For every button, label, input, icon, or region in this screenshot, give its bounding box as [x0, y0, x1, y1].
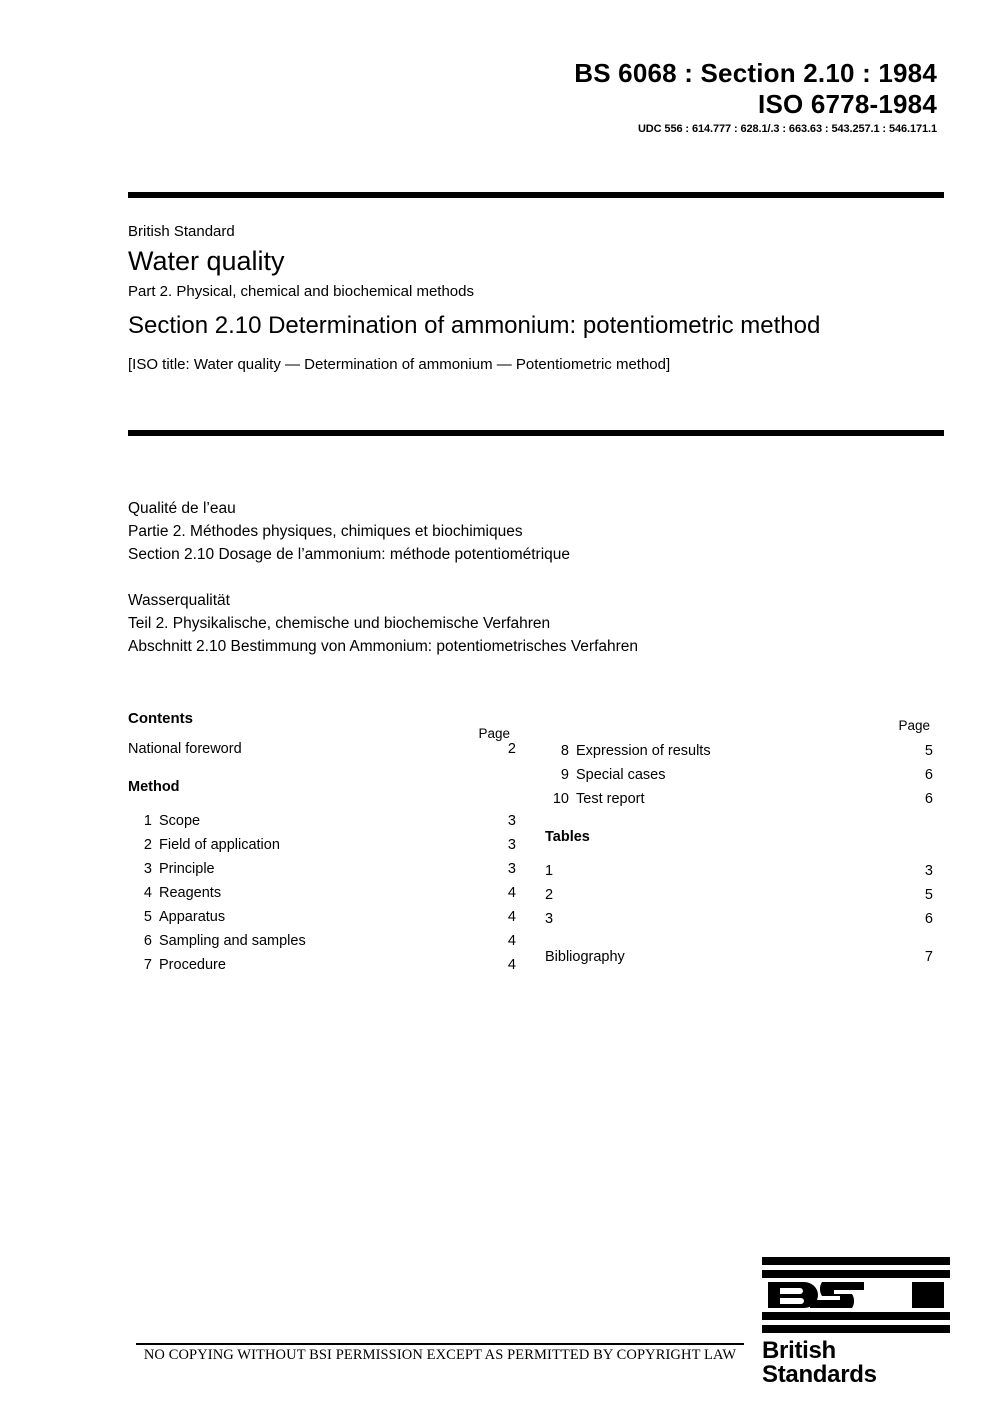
contents-entry-page: 2 [507, 741, 516, 757]
contents-entry [128, 838, 518, 862]
contents-entry-text: Test report [576, 791, 645, 807]
contents-entry [545, 743, 933, 768]
contents-entry-number: 3 [143, 861, 152, 877]
french-title-line2: Partie 2. Méthodes physiques, chimiques et biochimiques [128, 522, 523, 540]
contents-entry-text: Expression of results [576, 743, 711, 759]
contents-entry [545, 830, 930, 856]
contents-entry [128, 934, 518, 958]
contents-entry-text: Sampling and samples [159, 933, 306, 949]
french-title-line1: Qualité de l’eau [128, 500, 236, 517]
contents-entry-text: 2 [545, 887, 554, 903]
contents-entry [128, 742, 518, 766]
contents-entry [128, 910, 518, 934]
contents-page-label-right: Page [898, 718, 930, 733]
british-standard-label: British Standard [128, 223, 235, 240]
contents-entry-text: Apparatus [159, 909, 226, 925]
german-title-line1: Wasserqualität [128, 592, 230, 610]
contents-entry-number: 10 [552, 791, 569, 807]
contents-entry-number: 2 [143, 837, 152, 853]
standard-number: BS 6068 : Section 2.10 : 1984 [574, 58, 937, 88]
contents-page-label-left: Page [478, 726, 510, 741]
bsi-logo-icon [762, 1257, 950, 1333]
german-title-line2: Teil 2. Physikalische, chemische und biochemische Verfahren [128, 615, 551, 633]
part-subtitle: Part 2. Physical, chemical and biochemical methods [128, 282, 474, 300]
contents-entry-text: Procedure [159, 957, 226, 973]
contents-entry-number: 7 [143, 957, 152, 973]
contents-entry [128, 886, 518, 910]
contents-entry [128, 862, 518, 886]
bsi-wordmark: British Standards [762, 1337, 877, 1388]
title-rule-top [128, 192, 944, 198]
contents-entry [545, 911, 933, 936]
contents-entry [128, 958, 518, 982]
page-title: Water quality [128, 245, 285, 276]
contents-entry-page: 6 [924, 911, 933, 927]
contents-entry-text: 1 [545, 863, 554, 879]
contents-left-column [128, 726, 518, 982]
contents-entry-page: 4 [507, 909, 516, 925]
iso-title-note: [ISO title: Water quality — Determination of ammonium — Potentiometric method] [128, 355, 671, 373]
contents-entry-text: Method [128, 779, 180, 795]
german-title-group [128, 590, 638, 658]
contents-entry [545, 863, 933, 888]
contents-entry-number: 1 [143, 813, 152, 829]
contents-entry-text: National foreword [128, 741, 242, 757]
bsi-logo [762, 1257, 950, 1387]
footer-rule [136, 1343, 744, 1345]
contents-entry-number: 6 [143, 933, 152, 949]
contents-entry-number: 9 [560, 767, 569, 783]
contents-entry-number: 8 [560, 743, 569, 759]
copyright-notice: NO COPYING WITHOUT BSI PERMISSION EXCEPT AS PERMITTED BY COPYRIGHT LAW [143, 1347, 737, 1363]
contents-entry-page: 3 [507, 813, 516, 829]
contents-entry-page: 3 [507, 861, 516, 877]
contents-entry-page: 4 [507, 933, 516, 949]
contents-entry-text: Special cases [576, 767, 666, 783]
contents-entry-number: 5 [143, 909, 152, 925]
standard-header [574, 58, 937, 135]
contents-entry-text: Field of application [159, 837, 280, 853]
contents-entry-number: 4 [143, 885, 152, 901]
contents-entry-page: 5 [924, 743, 933, 759]
iso-number: ISO 6778-1984 [758, 88, 937, 119]
contents-entry [545, 767, 933, 792]
contents-entry [545, 791, 933, 816]
contents-entry-page: 4 [507, 885, 516, 901]
contents-entry-text: Principle [159, 861, 215, 877]
contents-entry [545, 949, 933, 974]
section-subtitle: Section 2.10 Determination of ammonium: potentiometric method [128, 312, 821, 340]
contents-entry [128, 780, 518, 806]
udc-code: UDC 556 : 614.777 : 628.1/.3 : 663.63 : 543.257.1 : 546.171.1 [637, 123, 937, 136]
multilingual-titles [128, 498, 638, 659]
contents-entry [545, 887, 933, 912]
contents-entry-page: 3 [924, 863, 933, 879]
contents-entry-page: 4 [507, 957, 516, 973]
contents-entry-page: 5 [924, 887, 933, 903]
contents-entry-page: 6 [924, 767, 933, 783]
french-title-line3: Section 2.10 Dosage de l’ammonium: méthode potentiométrique [128, 545, 571, 563]
contents-entry-page: 3 [507, 837, 516, 853]
contents-entry-text: Bibliography [545, 949, 625, 965]
contents-entry-text: 3 [545, 911, 554, 927]
contents-entry-page: 7 [924, 949, 933, 965]
french-title-group [128, 498, 638, 566]
contents-entry [128, 814, 518, 838]
title-block [128, 222, 932, 374]
contents-entry-text: Reagents [159, 885, 222, 901]
contents-entry-page: 6 [924, 791, 933, 807]
contents-right-column [545, 743, 933, 974]
german-title-line3: Abschnitt 2.10 Bestimmung von Ammonium: potentiometrisches Verfahren [128, 637, 639, 655]
contents-heading: Contents [128, 710, 193, 727]
title-rule-bottom [128, 430, 944, 436]
contents-entry-text: Tables [545, 829, 590, 845]
contents-entry-text: Scope [159, 813, 201, 829]
